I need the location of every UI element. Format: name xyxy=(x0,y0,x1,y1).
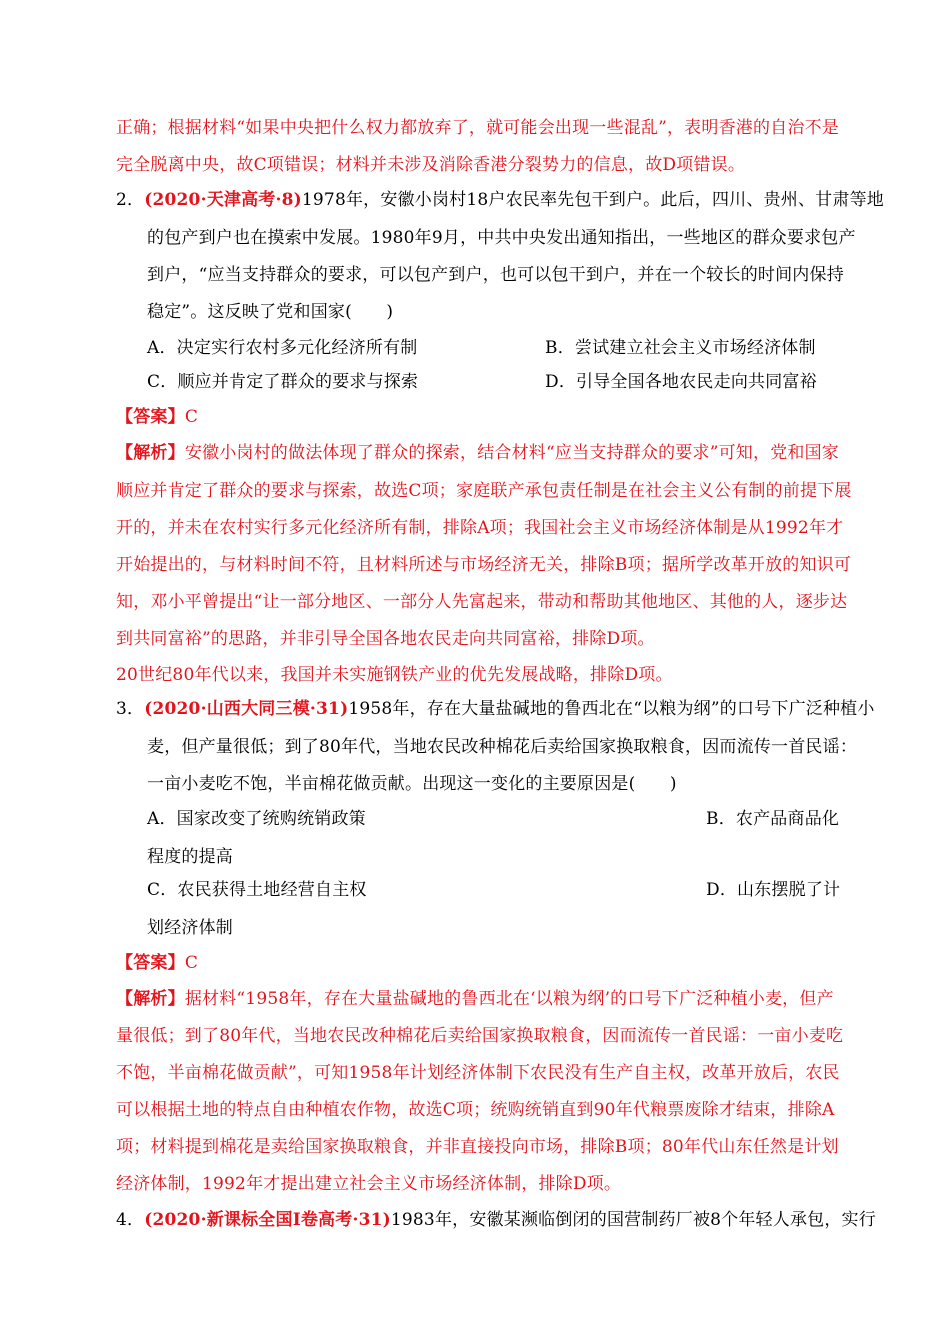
answer-line xyxy=(116,952,198,974)
option-b: B．尝试建立社会主义市场经济体制 xyxy=(545,338,816,358)
question-3-first-line xyxy=(116,698,875,720)
option-d-continued: 划经济体制 xyxy=(147,918,233,938)
question-number: 4． xyxy=(116,1210,145,1230)
question-stem-line: 麦，但产量很低；到了80年代，当地农民改种棉花后卖给国家换取粮食，因而流传一首民谣： xyxy=(147,737,858,757)
question-stem-line: 的包产到户也在摸索中发展。1980年9月，中共中央发出通知指出，一些地区的群众要求包产 xyxy=(147,228,856,248)
prev-analysis-line: 完全脱离中央，故C项错误；材料并未涉及消除香港分裂势力的信息，故D项错误。 xyxy=(116,155,746,175)
analysis-line xyxy=(116,988,834,1010)
analysis-line: 量很低；到了80年代，当地农民改种棉花后卖给国家换取粮食，因而流传一首民谣：一亩小麦吃 xyxy=(116,1026,844,1046)
option-d: D．山东摆脱了计 xyxy=(706,880,841,900)
question-stem-line: 一亩小麦吃不饱，半亩棉花做贡献。出现这一变化的主要原因是( ) xyxy=(147,774,677,794)
answer-value: C xyxy=(184,407,199,427)
analysis-line xyxy=(116,442,839,464)
analysis-line: 开始提出的，与材料时间不符，且材料所述与市场经济无关，排除B项；据所学改革开放的知识可 xyxy=(116,555,852,575)
analysis-text: 据材料“1958年，存在大量盐碱地的鲁西北在‘以粮为纲’的口号下广泛种植小麦，但产 xyxy=(184,989,834,1009)
analysis-line: 开的，并未在农村实行多元化经济所有制，排除A项；我国社会主义市场经济体制是从1992年才 xyxy=(116,518,844,538)
analysis-line: 可以根据土地的特点自由种植农作物，故选C项；统购统销直到90年代粮票废除才结束，排除A xyxy=(116,1100,835,1120)
question-stem-line: 1958年，存在大量盐碱地的鲁西北在“以粮为纲”的口号下广泛种植小 xyxy=(348,699,875,719)
question-source: (2020·天津高考·8) xyxy=(144,190,302,210)
answer-label: 【答案】 xyxy=(116,407,185,427)
option-c: C．顺应并肯定了群众的要求与探索 xyxy=(147,372,419,392)
option-a: A．国家改变了统购统销政策 xyxy=(147,809,366,829)
analysis-label: 【解析】 xyxy=(116,443,185,463)
analysis-line: 到共同富裕”的思路，并非引导全国各地农民走向共同富裕，排除D项。 xyxy=(116,629,655,649)
question-source: (2020·新课标全国Ⅰ卷高考·31) xyxy=(144,1210,391,1230)
question-stem-line: 稳定”。这反映了党和国家( ) xyxy=(147,302,394,322)
option-a: A．决定实行农村多元化经济所有制 xyxy=(147,338,418,358)
analysis-text: 安徽小岗村的做法体现了群众的探索，结合材料“应当支持群众的要求”可知，党和国家 xyxy=(184,443,839,463)
question-source: (2020·山西大同三模·31) xyxy=(144,699,349,719)
question-stem-line: 1983年，安徽某濒临倒闭的国营制药厂被8个年轻人承包，实行 xyxy=(390,1210,876,1230)
question-stem-line: 到户，“应当支持群众的要求，可以包产到户，也可以包干到户，并在一个较长的时间内保持 xyxy=(147,265,844,285)
analysis-line: 知，邓小平曾提出“让一部分地区、一部分人先富起来，带动和帮助其他地区、其他的人，逐步达 xyxy=(116,592,848,612)
analysis-line: 20世纪80年代以来，我国并未实施钢铁产业的优先发展战略，排除D项。 xyxy=(116,665,673,685)
question-stem-line: 1978年，安徽小岗村18户农民率先包干到户。此后，四川、贵州、甘肃等地 xyxy=(301,190,884,210)
option-d: D．引导全国各地农民走向共同富裕 xyxy=(545,372,817,392)
analysis-line: 项；材料提到棉花是卖给国家换取粮食，并非直接投向市场，排除B项；80年代山东任然是计划 xyxy=(116,1137,839,1157)
option-b: B．农产品商品化 xyxy=(706,809,840,829)
analysis-label: 【解析】 xyxy=(116,989,185,1009)
option-b-continued: 程度的提高 xyxy=(147,847,233,867)
question-4-first-line xyxy=(116,1209,876,1231)
prev-analysis-line: 正确；根据材料“如果中央把什么权力都放弃了，就可能会出现一些混乱”，表明香港的自治不是 xyxy=(116,118,839,138)
answer-line xyxy=(116,406,198,428)
answer-value: C xyxy=(184,953,199,973)
option-c: C．农民获得土地经营自主权 xyxy=(147,880,367,900)
analysis-line: 不饱，半亩棉花做贡献”，可知1958年计划经济体制下农民没有生产自主权，改革开放后，农民 xyxy=(116,1063,840,1083)
analysis-line: 经济体制，1992年才提出建立社会主义市场经济体制，排除D项。 xyxy=(116,1174,622,1194)
answer-label: 【答案】 xyxy=(116,953,185,973)
question-2-first-line xyxy=(116,189,884,211)
analysis-line: 顺应并肯定了群众的要求与探索，故选C项；家庭联产承包责任制是在社会主义公有制的前提下展 xyxy=(116,481,852,501)
question-number: 3． xyxy=(116,699,145,719)
question-number: 2． xyxy=(116,190,145,210)
